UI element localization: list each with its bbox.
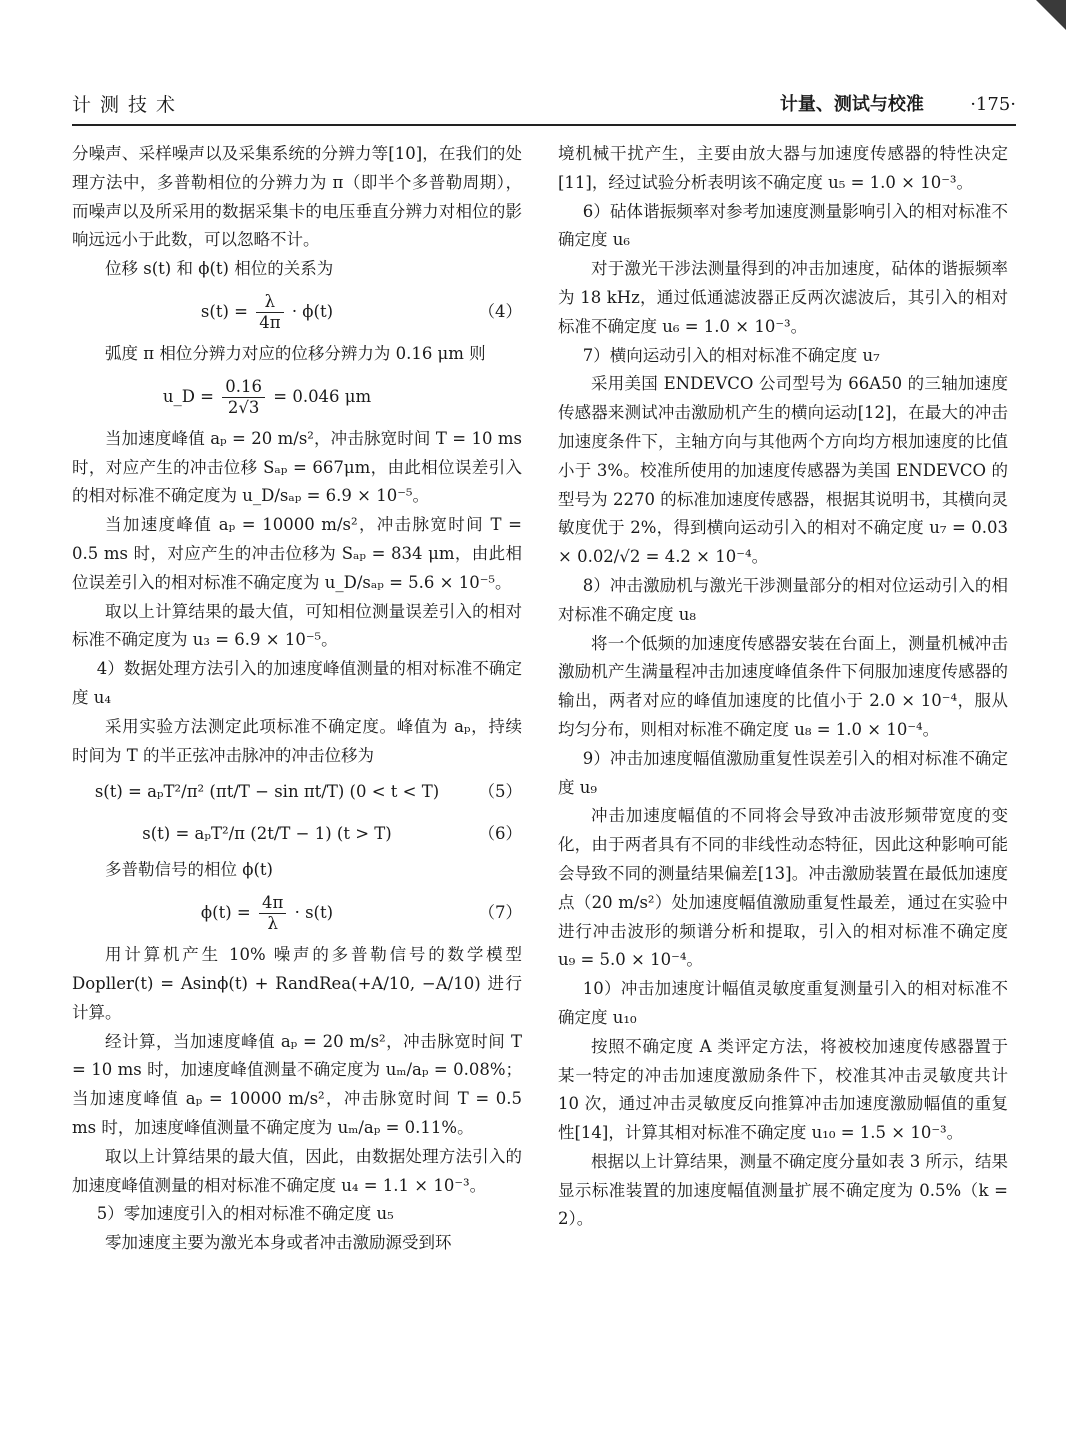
equation-number: （5） [478,782,522,802]
paragraph: 境机械干扰产生，主要由放大器与加速度传感器的特性决定[11]，经过试验分析表明该不确定度 u₅ = 1.0 × 10⁻³。 [558,144,1008,192]
page-number: ·175· [970,94,1016,115]
eq-body: s(t) = aₚT²/π² (πt/T − sin πt/T) (0 < t < T) [94,782,440,802]
eq-denominator: 4π [259,312,281,332]
eq-fraction [259,893,286,934]
paragraph: 按照不确定度 A 类评定方法，将被校加速度传感器置于某一特定的冲击加速度激励条件下，校准其冲击灵敏度共计 10 次，通过冲击灵敏度反向推算冲击加速度激励幅值的重复性[14]，计算其相对标准不确定度 u₁₀ = 1.5 × 10⁻³。 [558,1036,1008,1143]
equation-ud [72,371,522,423]
paragraph: 当加速度峰值 aₚ = 10000 m/s²，冲击脉宽时间 T = 0.5 ms 时，对应产生的冲击位移为 Sₐₚ = 834 μm，由此相位误差引入的相对标准不确定度为 u_D/sₐₚ = 5.6 × 10⁻⁵。 [72,515,522,592]
equation-5 [72,772,522,812]
paragraph: 多普勒信号的相位 ϕ(t) [105,860,273,880]
paragraph: 当加速度峰值 aₚ = 20 m/s²，冲击脉宽时间 T = 10 ms 时，对应产生的冲击位移 Sₐₚ = 667μm，由此相位误差引入的相对标准不确定度为 u_D/sₐₚ = 6.9 × 10⁻⁵。 [72,428,522,506]
eq-numerator: λ [256,292,283,313]
paragraph: 分噪声、采样噪声以及采集系统的分辨力等[10]，在我们的处理方法中，多普勒相位的分辨力为 π（即半个多普勒周期），而噪声以及所采用的数据采集卡的电压垂直分辨力对相位的影响远远小于此数，可以忽略不计。 [72,144,522,250]
equation-4 [72,286,522,338]
eq-denominator: 2√3 [227,397,260,417]
eq-rhs: · s(t) [294,903,334,923]
section-title [780,90,1016,116]
paragraph: 经计算，当加速度峰值 aₚ = 20 m/s²，冲击脉宽时间 T = 10 ms 时，加速度峰值测量不确定度为 uₘ/aₚ = 0.08%；当加速度峰值 aₚ = 10000 m/s²，冲击脉宽时间 T = 0.5 ms 时，加速度峰值测量不确定度为 uₘ/aₚ = 0.11%。 [72,1031,522,1137]
eq-body: s(t) = aₚT²/π (2t/T − 1) (t > T) [142,824,392,844]
eq-lhs: u_D = [162,386,214,406]
eq-lhs: ϕ(t) = [200,903,251,923]
subsection-heading: 7）横向运动引入的相对标准不确定度 u₇ [582,345,880,365]
paragraph: 位移 s(t) 和 ϕ(t) 相位的关系为 [105,259,334,279]
page-header [72,90,1016,124]
paragraph: 将一个低频的加速度传感器安装在台面上，测量机械冲击激励机产生满量程冲击加速度峰值条件下伺服加速度传感器的输出，两者对应的峰值加速度的比值小于 2.0 × 10⁻⁴，服从均匀分布，则相对标准不确定度 u₈ = 1.0 × 10⁻⁴。 [558,633,1008,739]
subsection-heading: 5）零加速度引入的相对标准不确定度 u₅ [96,1204,394,1224]
left-column [72,140,522,1258]
eq-numerator: 0.16 [222,377,265,398]
equation-7 [72,887,522,939]
paragraph: 用计算机产生 10% 噪声的多普勒信号的数学模型 Dopller(t) = Asinϕ(t) + RandRea(+A/10, −A/10) 进行计算。 [72,945,522,1022]
section-name: 计量、测试与校准 [779,94,924,115]
subsection-heading: 10）冲击加速度计幅值灵敏度重复测量引入的相对标准不确定度 u₁₀ [558,979,1008,1027]
eq-denominator: λ [267,914,278,934]
subsection-heading: 6）砧体谐振频率对参考加速度测量影响引入的相对标准不确定度 u₆ [558,201,1008,250]
subsection-heading: 8）冲击激励机与激光干涉测量部分的相对位运动引入的相对标准不确定度 u₈ [558,575,1008,624]
right-column [558,140,1008,1234]
paragraph: 对于激光干涉法测量得到的冲击加速度，砧体的谐振频率为 18 kHz，通过低通滤波器正反两次滤波后，其引入的相对标准不确定度 u₆ = 1.0 × 10⁻³。 [558,259,1008,336]
paragraph: 根据以上计算结果，测量不确定度分量如表 3 所示，结果显示标准装置的加速度幅值测量扩展不确定度为 0.5%（k = 2）。 [558,1151,1008,1229]
eq-rhs: · ϕ(t) [291,301,334,321]
paragraph: 零加速度主要为激光本身或者冲击激励源受到环 [105,1233,452,1253]
paragraph: 弧度 π 相位分辨力对应的位移分辨力为 0.16 μm 则 [105,343,486,363]
eq-fraction [256,292,283,333]
equation-number: （6） [478,824,522,844]
journal-name: 计测技术 [72,94,185,116]
eq-rhs: = 0.046 μm [273,386,372,406]
header-rule [72,124,1016,126]
subsection-heading: 9）冲击加速度幅值激励重复性误差引入的相对标准不确定度 u₉ [558,748,1008,797]
paragraph: 采用实验方法测定此项标准不确定度。峰值为 aₚ，持续时间为 T 的半正弦冲击脉冲的冲击位移为 [72,716,522,765]
paragraph: 冲击加速度幅值的不同将会导致冲击波形频带宽度的变化，由于两者具有不同的非线性动态特征，因此这种影响可能会导致不同的测量结果偏差[13]。冲击激励装置在最低加速度点（20 m/s²）处加速度幅值激励重复性最差，通过在实验中进行冲击波形的频谱分析和提取，引入的相对标准不确定度 u₉ = 5.0 × 10⁻⁴。 [558,806,1008,970]
eq-lhs: s(t) = [200,301,248,321]
subsection-heading: 4）数据处理方法引入的加速度峰值测量的相对标准不确定度 u₄ [72,659,522,707]
eq-fraction [222,377,265,418]
paragraph: 取以上计算结果的最大值，因此，由数据处理方法引入的加速度峰值测量的相对标准不确定度 u₄ = 1.1 × 10⁻³。 [72,1146,522,1195]
paragraph: 取以上计算结果的最大值，可知相位测量误差引入的相对标准不确定度为 u₃ = 6.9 × 10⁻⁵。 [72,601,522,650]
equation-number: （7） [478,903,522,923]
eq-numerator: 4π [259,893,286,914]
equation-number: （4） [478,301,522,321]
corner-mark [1036,0,1066,30]
paragraph: 采用美国 ENDEVCO 公司型号为 66A50 的三轴加速度传感器来测试冲击激励机产生的横向运动[12]，在最大的冲击加速度条件下，主轴方向与其他两个方向均方根加速度的比值小于 3%。校准所使用的加速度传感器为美国 ENDEVCO 的型号为 2270 的标准加速度传感器，根据其说明书，其横向灵敏度优于 2%，得到横向运动引入的相对不确定度 u₇ = 0.03 × 0.02/√2 = 4.2 × 10⁻⁴。 [558,374,1008,567]
equation-6 [72,814,522,854]
